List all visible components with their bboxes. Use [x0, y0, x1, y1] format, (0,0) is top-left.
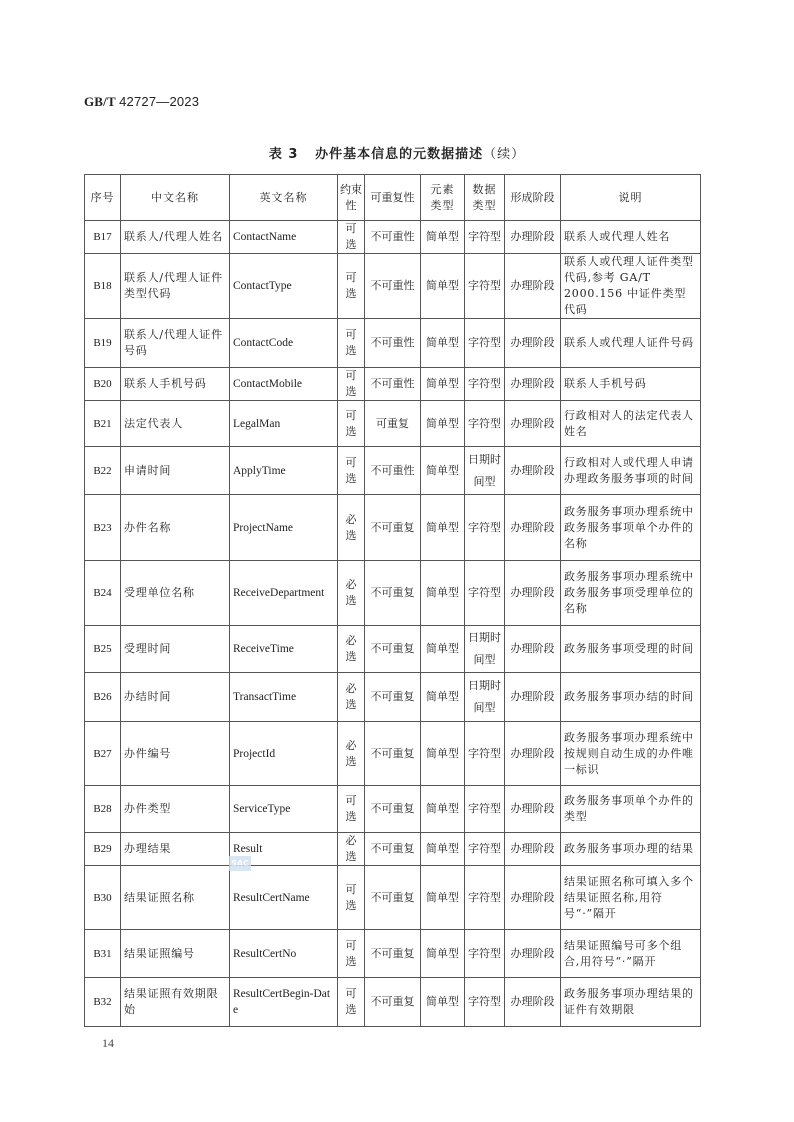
repeatability-cell: 不可重性 [365, 221, 421, 254]
data-type-cell: 字符型 [465, 722, 505, 786]
english-name-cell: ServiceType [230, 786, 338, 833]
constraint-cell: 必选 [338, 833, 365, 866]
stage-cell: 办理阶段 [505, 833, 561, 866]
chinese-name-cell: 结果证照名称 [121, 866, 230, 930]
data-type-cell: 字符型 [465, 254, 505, 319]
row-id-cell: B21 [85, 401, 121, 447]
sac-watermark-logo: SAC [229, 856, 251, 871]
description-cell: 政务服务事项办理系统中政务服务事项受理单位的名称 [561, 561, 701, 626]
english-name-cell: LegalMan [230, 401, 338, 447]
constraint-cell: 可选 [338, 978, 365, 1027]
stage-cell: 办理阶段 [505, 626, 561, 673]
constraint-cell: 必选 [338, 722, 365, 786]
repeatability-cell: 不可重复 [365, 722, 421, 786]
repeatability-cell: 不可重复 [365, 930, 421, 978]
element-type-cell: 简单型 [421, 673, 465, 722]
row-id-cell: B28 [85, 786, 121, 833]
element-type-cell: 简单型 [421, 447, 465, 495]
stage-cell: 办理阶段 [505, 447, 561, 495]
stage-cell: 办理阶段 [505, 368, 561, 401]
stage-cell: 办理阶段 [505, 673, 561, 722]
constraint-cell: 可选 [338, 401, 365, 447]
row-id-cell: B27 [85, 722, 121, 786]
data-type-cell: 字符型 [465, 786, 505, 833]
table-row [85, 978, 701, 1027]
data-type-cell: 日期时间型 [465, 673, 505, 722]
english-name-cell: Result [230, 833, 338, 866]
stage-cell: 办理阶段 [505, 221, 561, 254]
description-cell: 政务服务事项办理结果的证件有效期限 [561, 978, 701, 1027]
element-type-cell: 简单型 [421, 930, 465, 978]
table-row [85, 447, 701, 495]
repeatability-cell: 不可重复 [365, 626, 421, 673]
chinese-name-cell: 联系人手机号码 [121, 368, 230, 401]
row-id-cell: B25 [85, 626, 121, 673]
table-label: 表 3 [268, 147, 299, 162]
table-row [85, 561, 701, 626]
english-name-cell: ReceiveDepartment [230, 561, 338, 626]
repeatability-cell: 不可重性 [365, 319, 421, 368]
description-cell: 行政相对人的法定代表人姓名 [561, 401, 701, 447]
row-id-cell: B26 [85, 673, 121, 722]
element-type-cell: 简单型 [421, 254, 465, 319]
chinese-name-cell: 办件编号 [121, 722, 230, 786]
repeatability-cell: 不可重复 [365, 561, 421, 626]
description-cell: 政务服务事项单个办件的类型 [561, 786, 701, 833]
row-id-cell: B19 [85, 319, 121, 368]
repeatability-cell: 不可重复 [365, 978, 421, 1027]
data-type-cell: 字符型 [465, 930, 505, 978]
table-row [85, 254, 701, 319]
table-row [85, 930, 701, 978]
element-type-cell: 简单型 [421, 561, 465, 626]
repeatability-cell: 可重复 [365, 401, 421, 447]
header-cell: 说明 [561, 175, 701, 221]
constraint-cell: 可选 [338, 254, 365, 319]
row-id-cell: B24 [85, 561, 121, 626]
table-continued: （续） [483, 147, 526, 162]
constraint-cell: 可选 [338, 319, 365, 368]
table-row [85, 673, 701, 722]
element-type-cell: 简单型 [421, 786, 465, 833]
constraint-cell: 可选 [338, 368, 365, 401]
english-name-cell: ResultCertBegin-Date [230, 978, 338, 1027]
table-row [85, 722, 701, 786]
stage-cell: 办理阶段 [505, 561, 561, 626]
constraint-cell: 可选 [338, 447, 365, 495]
constraint-cell: 可选 [338, 221, 365, 254]
data-type-cell: 字符型 [465, 866, 505, 930]
header-cell: 中文名称 [121, 175, 230, 221]
chinese-name-cell: 受理单位名称 [121, 561, 230, 626]
header-cell: 可重复性 [365, 175, 421, 221]
data-type-cell: 字符型 [465, 319, 505, 368]
table-title: 办件基本信息的元数据描述 [315, 147, 484, 162]
english-name-cell: ApplyTime [230, 447, 338, 495]
data-type-cell: 字符型 [465, 368, 505, 401]
english-name-cell: ContactCode [230, 319, 338, 368]
stage-cell: 办理阶段 [505, 866, 561, 930]
data-type-cell: 字符型 [465, 495, 505, 561]
chinese-name-cell: 办件类型 [121, 786, 230, 833]
table-row [85, 866, 701, 930]
english-name-cell: ContactMobile [230, 368, 338, 401]
repeatability-cell: 不可重复 [365, 673, 421, 722]
chinese-name-cell: 法定代表人 [121, 401, 230, 447]
constraint-cell: 可选 [338, 786, 365, 833]
english-name-cell: ResultCertName [230, 866, 338, 930]
chinese-name-cell: 结果证照有效期限始 [121, 978, 230, 1027]
repeatability-cell: 不可重复 [365, 866, 421, 930]
stage-cell: 办理阶段 [505, 978, 561, 1027]
table-row [85, 221, 701, 254]
chinese-name-cell: 联系人/代理人姓名 [121, 221, 230, 254]
table-row [85, 786, 701, 833]
table-caption [0, 143, 794, 162]
chinese-name-cell: 受理时间 [121, 626, 230, 673]
data-type-cell: 日期时间型 [465, 447, 505, 495]
header-cell: 约束性 [338, 175, 365, 221]
header-cell: 数据类型 [465, 175, 505, 221]
element-type-cell: 简单型 [421, 221, 465, 254]
description-cell: 结果证照编号可多个组合,用符号“·”隔开 [561, 930, 701, 978]
english-name-cell: ContactName [230, 221, 338, 254]
row-id-cell: B22 [85, 447, 121, 495]
chinese-name-cell: 办理结果 [121, 833, 230, 866]
repeatability-cell: 不可重性 [365, 368, 421, 401]
english-name-cell: ReceiveTime [230, 626, 338, 673]
stage-cell: 办理阶段 [505, 319, 561, 368]
chinese-name-cell: 申请时间 [121, 447, 230, 495]
page-number: 14 [102, 1036, 114, 1050]
description-cell: 联系人或代理人证件类型代码,参考 GA/T 2000.156 中证件类型代码 [561, 254, 701, 319]
element-type-cell: 简单型 [421, 626, 465, 673]
data-type-cell: 字符型 [465, 978, 505, 1027]
element-type-cell: 简单型 [421, 319, 465, 368]
row-id-cell: B17 [85, 221, 121, 254]
repeatability-cell: 不可重复 [365, 786, 421, 833]
header-cell: 序号 [85, 175, 121, 221]
standard-number [84, 94, 199, 110]
element-type-cell: 简单型 [421, 495, 465, 561]
standard-code: 42727—2023 [119, 94, 200, 109]
stage-cell: 办理阶段 [505, 495, 561, 561]
row-id-cell: B23 [85, 495, 121, 561]
description-cell: 政务服务事项办理系统中政务服务事项单个办件的名称 [561, 495, 701, 561]
english-name-cell: ResultCertNo [230, 930, 338, 978]
row-id-cell: B31 [85, 930, 121, 978]
stage-cell: 办理阶段 [505, 401, 561, 447]
constraint-cell: 必选 [338, 495, 365, 561]
chinese-name-cell: 联系人/代理人证件类型代码 [121, 254, 230, 319]
repeatability-cell: 不可重复 [365, 833, 421, 866]
description-cell: 联系人或代理人姓名 [561, 221, 701, 254]
table-row [85, 495, 701, 561]
stage-cell: 办理阶段 [505, 786, 561, 833]
english-name-cell: ProjectId [230, 722, 338, 786]
english-name-cell: ContactType [230, 254, 338, 319]
repeatability-cell: 不可重性 [365, 447, 421, 495]
header-cell: 元素类型 [421, 175, 465, 221]
standard-prefix: GB/T [84, 94, 116, 109]
stage-cell: 办理阶段 [505, 254, 561, 319]
chinese-name-cell: 办件名称 [121, 495, 230, 561]
constraint-cell: 必选 [338, 626, 365, 673]
data-type-cell: 字符型 [465, 221, 505, 254]
row-id-cell: B18 [85, 254, 121, 319]
description-cell: 政务服务事项受理的时间 [561, 626, 701, 673]
stage-cell: 办理阶段 [505, 722, 561, 786]
element-type-cell: 简单型 [421, 833, 465, 866]
table-row [85, 368, 701, 401]
english-name-cell: ProjectName [230, 495, 338, 561]
description-cell: 政务服务事项办结的时间 [561, 673, 701, 722]
element-type-cell: 简单型 [421, 978, 465, 1027]
row-id-cell: B20 [85, 368, 121, 401]
chinese-name-cell: 联系人/代理人证件号码 [121, 319, 230, 368]
header-cell: 形成阶段 [505, 175, 561, 221]
row-id-cell: B32 [85, 978, 121, 1027]
description-cell: 联系人或代理人证件号码 [561, 319, 701, 368]
table-row [85, 626, 701, 673]
description-cell: 行政相对人或代理人申请办理政务服务事项的时间 [561, 447, 701, 495]
element-type-cell: 简单型 [421, 368, 465, 401]
constraint-cell: 可选 [338, 866, 365, 930]
description-cell: 政务服务事项办理系统中按规则自动生成的办件唯一标识 [561, 722, 701, 786]
data-type-cell: 字符型 [465, 401, 505, 447]
table-row [85, 319, 701, 368]
row-id-cell: B30 [85, 866, 121, 930]
data-type-cell: 字符型 [465, 561, 505, 626]
element-type-cell: 简单型 [421, 866, 465, 930]
constraint-cell: 可选 [338, 930, 365, 978]
element-type-cell: 简单型 [421, 722, 465, 786]
description-cell: 联系人手机号码 [561, 368, 701, 401]
constraint-cell: 必选 [338, 561, 365, 626]
table-row [85, 401, 701, 447]
table-row [85, 833, 701, 866]
data-type-cell: 字符型 [465, 833, 505, 866]
row-id-cell: B29 [85, 833, 121, 866]
data-type-cell: 日期时间型 [465, 626, 505, 673]
repeatability-cell: 不可重性 [365, 254, 421, 319]
header-cell: 英文名称 [230, 175, 338, 221]
chinese-name-cell: 办结时间 [121, 673, 230, 722]
stage-cell: 办理阶段 [505, 930, 561, 978]
chinese-name-cell: 结果证照编号 [121, 930, 230, 978]
metadata-table [84, 174, 701, 1027]
constraint-cell: 必选 [338, 673, 365, 722]
repeatability-cell: 不可重复 [365, 495, 421, 561]
english-name-cell: TransactTime [230, 673, 338, 722]
description-cell: 政务服务事项办理的结果 [561, 833, 701, 866]
description-cell: 结果证照名称可填入多个结果证照名称,用符号“·”隔开 [561, 866, 701, 930]
table-header-row [85, 175, 701, 221]
element-type-cell: 简单型 [421, 401, 465, 447]
